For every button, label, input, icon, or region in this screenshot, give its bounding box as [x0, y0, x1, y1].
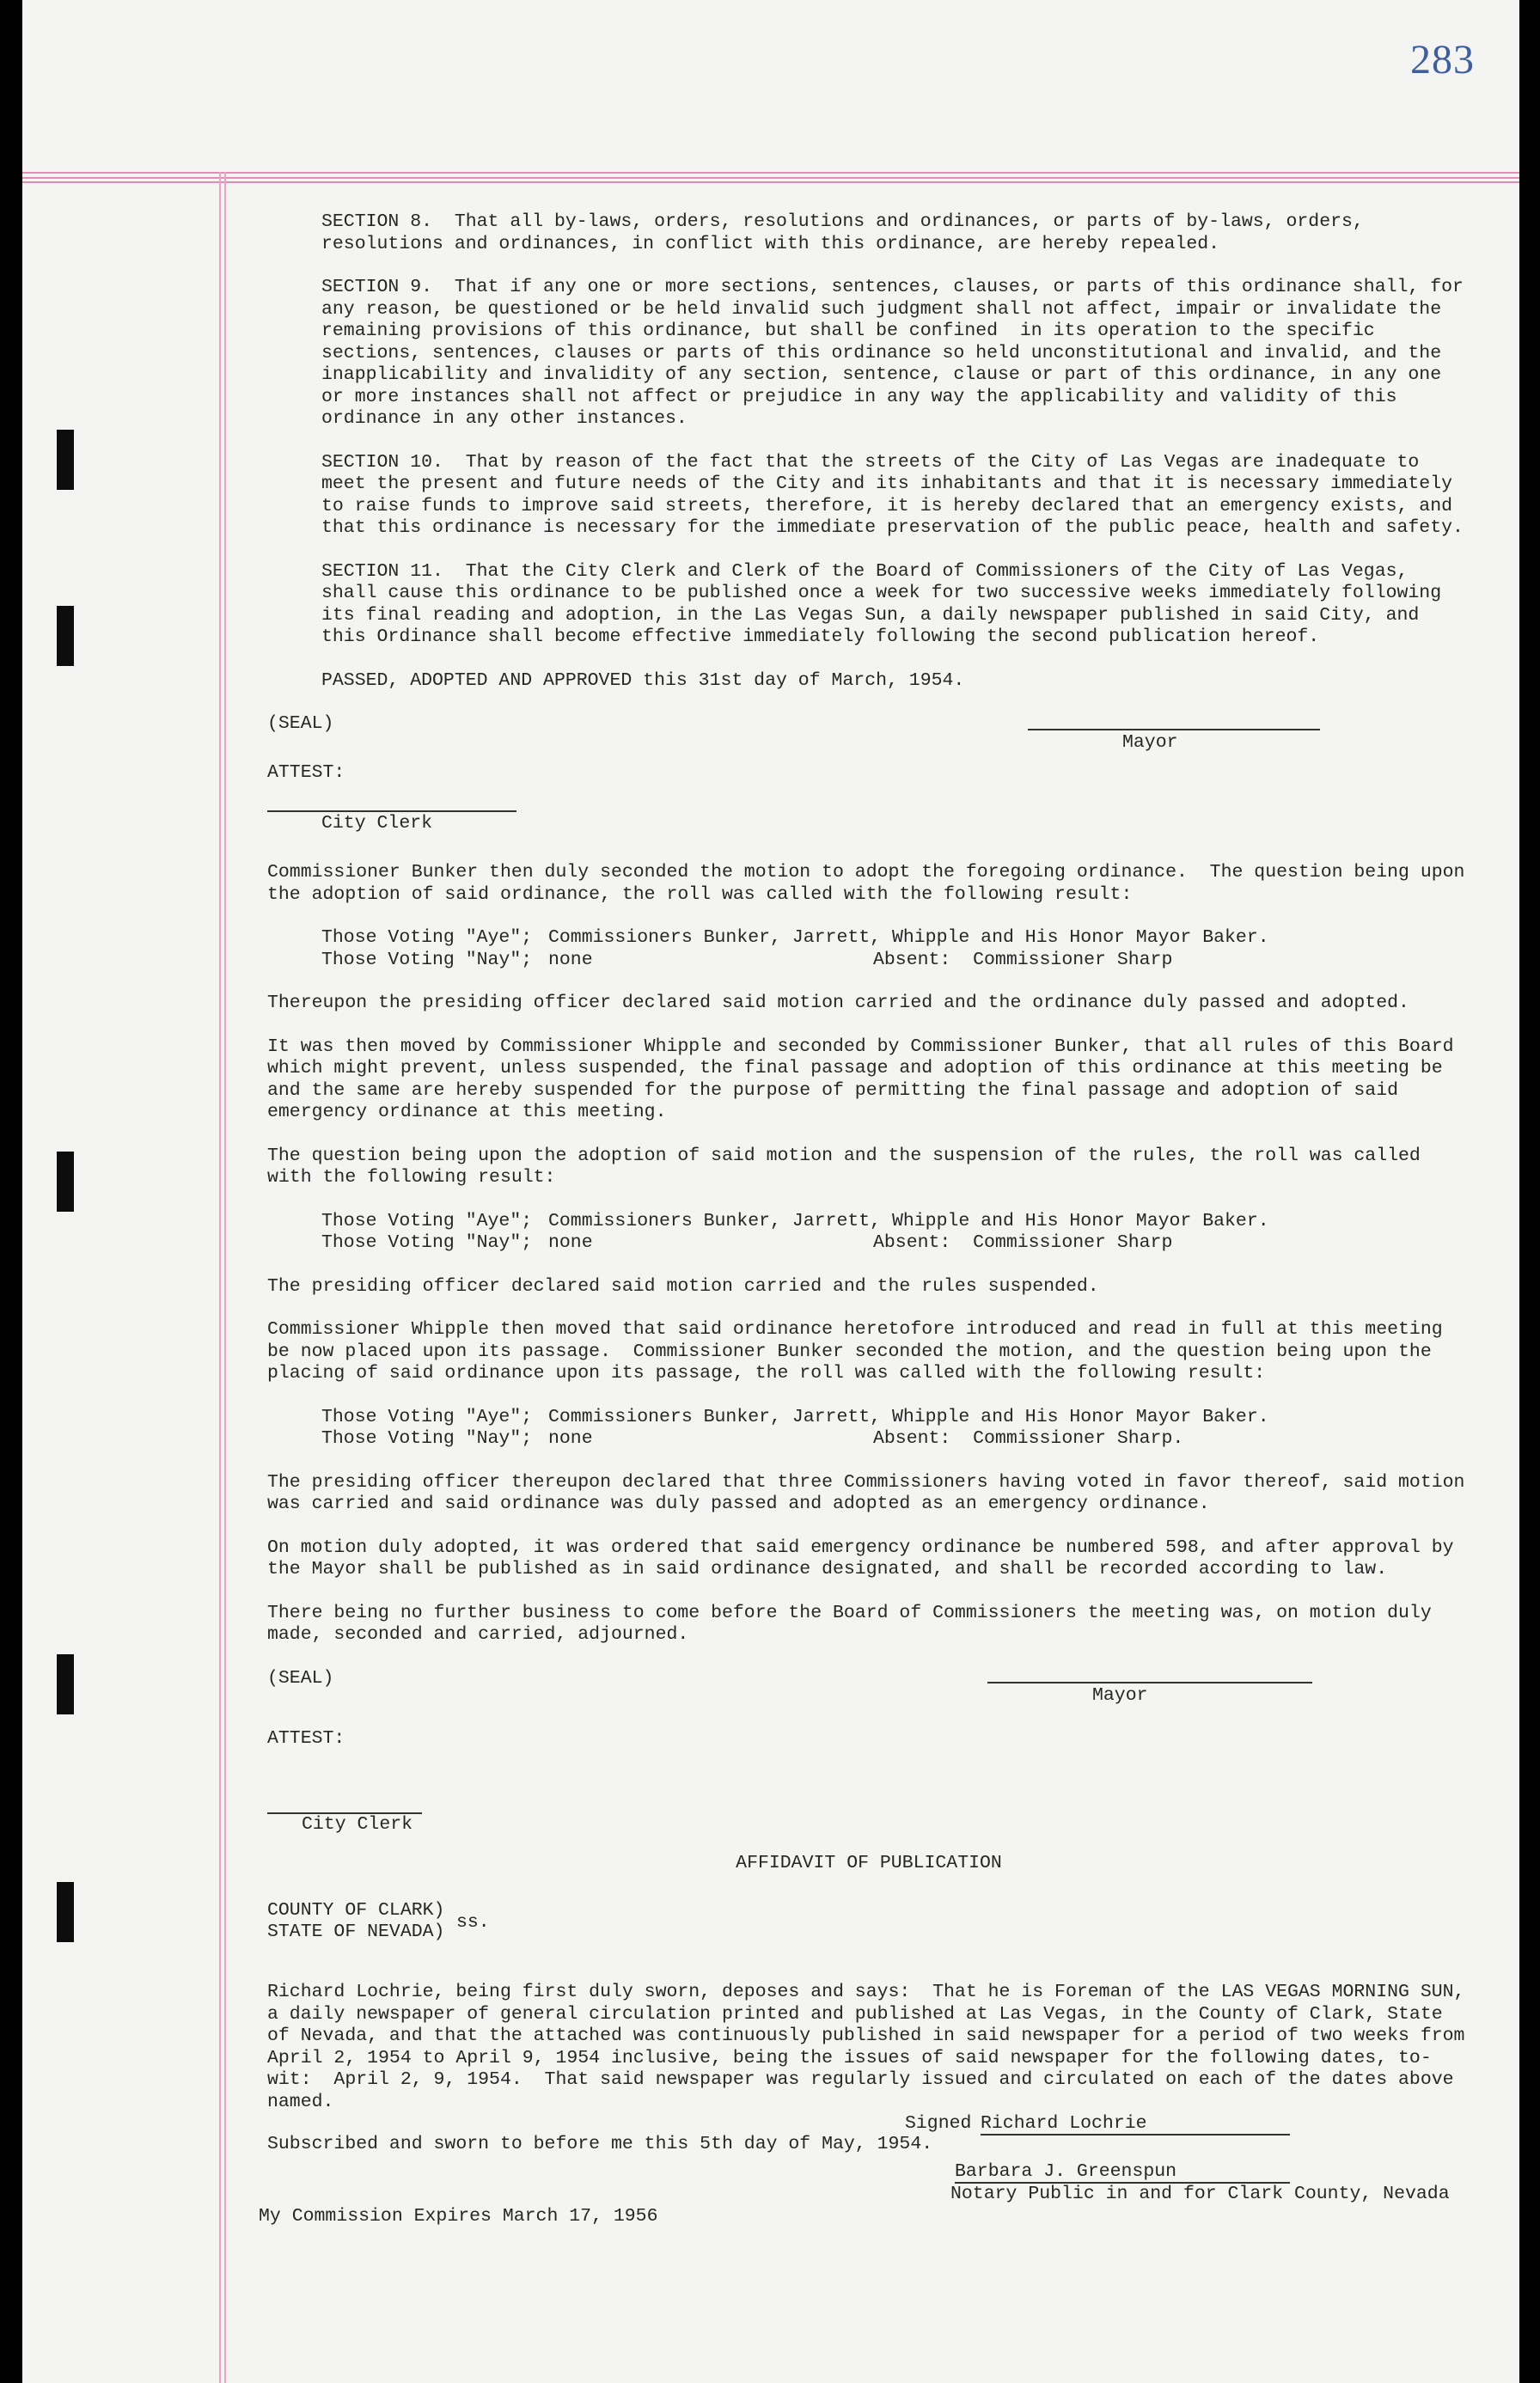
notary-name: Barbara J. Greenspun [955, 2161, 1177, 2182]
margin-rule [224, 172, 226, 2383]
mayor-signature-line [1028, 729, 1320, 730]
ss-mark: ss. [456, 1912, 490, 1933]
minutes-paragraph: Commissioner Bunker then duly seconded the motion to adopt the foregoing ordinance. The question being upon the adoption of said ordinance, the roll was called with the following result: [267, 862, 1476, 905]
binder-tab [57, 1152, 74, 1212]
signature-block [267, 1668, 1470, 1853]
header-rule [22, 181, 1519, 183]
mayor-signature-line [987, 1682, 1312, 1683]
minutes-paragraph: Thereupon the presiding officer declared said motion carried and the ordinance duly passed and adopted. [267, 993, 1409, 1013]
margin-rule [219, 172, 221, 2383]
affidavit-signatures [259, 2113, 1470, 2227]
passed-adopted-approved: PASSED, ADOPTED AND APPROVED this 31st day of March, 1954. [321, 669, 965, 691]
section-8: SECTION 8. That all by-laws, orders, resolutions and ordinances, or parts of by-laws, orders, resolutions and ordinances, in conflict with this ordinance, are hereby repealed. [321, 211, 1375, 254]
signature-block [267, 713, 1470, 842]
notary-title: Notary Public in and for Clark County, Nevada [950, 2184, 1450, 2204]
vote-aye: Those Voting "Aye"; Commissioners Bunker, Jarrett, Whipple and His Honor Mayor Baker. [321, 927, 1269, 948]
binder-tab [57, 1654, 74, 1714]
vote-aye: Those Voting "Aye"; Commissioners Bunker, Jarrett, Whipple and His Honor Mayor Baker. [321, 1406, 1269, 1427]
section-10: SECTION 10. That by reason of the fact that the streets of the City of Las Vegas are inadequate to meet the present and future needs of the City and its inhabitants and that it is necessary immediately to raise funds to improve said streets, therefore, it is hereby declared that an emergency exists, and that this ordinance is necessary for the immediate preservation of the public peace, health and safety. [321, 451, 1464, 538]
header-rule [22, 172, 1519, 174]
minutes-paragraph: The presiding officer declared said motion carried and the rules suspended. [267, 1275, 1099, 1297]
minutes-paragraph: There being no further business to come before the Board of Commissioners the meeting was, on motion duly made, seconded and carried, adjourned. [267, 1602, 1443, 1645]
signed-name: Richard Lochrie [981, 2113, 1147, 2134]
affidavit-body: Richard Lochrie, being first duly sworn, deposes and says: That he is Foreman of the LAS VEGAS MORNING SUN, a daily newspaper of general circulation printed and published at Las Vegas, in the County of Clark, State of Nevada, and that the attached was continuously published in said newspaper for a period of two weeks from April 2, 1954 to April 9, 1954 inclusive, being the issues of said newspaper for the following dates, to-wit: April 2, 9, 1954. That said newspaper was regularly issued and circulated on each of the dates above named. [267, 1982, 1476, 2112]
header-rule [22, 177, 1519, 179]
vote-nay: Those Voting "Nay"; none Absent: Commissioner Sharp. [321, 1428, 1184, 1449]
seal: (SEAL) [267, 713, 334, 734]
vote-aye: Those Voting "Aye"; Commissioners Bunker, Jarrett, Whipple and His Honor Mayor Baker. [321, 1210, 1269, 1231]
section-11: SECTION 11. That the City Clerk and Clerk of the Board of Commissioners of the City of Las Vegas, shall cause this ordinance to be published once a week for two successive weeks immediately following its final reading and adoption, in the Las Vegas Sun, a daily newspaper published in said City, and this Ordinance shall become effective immediately following the second publication hereof. [321, 560, 1453, 647]
binder-tab [57, 430, 74, 490]
minutes-paragraph: Commissioner Whipple then moved that said ordinance heretofore introduced and read in full at this meeting be now placed upon its passage. Commissioner Bunker seconded the motion, and the question being upon the placing of said ordinance upon its passage, the roll was called with the following result: [267, 1319, 1454, 1384]
commission-expiry: My Commission Expires March 17, 1956 [259, 2206, 658, 2227]
affiant-signature-line [981, 2134, 1290, 2136]
subscribed-line: Subscribed and sworn to before me this 5th day of May, 1954. [267, 2134, 933, 2154]
minutes-paragraph: It was then moved by Commissioner Whipple and seconded by Commissioner Bunker, that all rules of this Board which might prevent, unless suspended, the final passage and adoption of this ordinance at this meeting be and the same are hereby suspended for the purpose of permitting the final passage and adoption of said emergency ordinance at this meeting. [267, 1036, 1465, 1122]
attest-label: ATTEST: [267, 762, 345, 783]
attest-label: ATTEST: [267, 1727, 345, 1749]
mayor-label: Mayor [1092, 1684, 1148, 1706]
section-9: SECTION 9. That if any one or more sections, sentences, clauses, or parts of this ordinance shall, for any reason, be questioned or be held invalid such judgment shall not affect, impair or invalidate the remaining provisions of this ordinance, but shall be confined in its operation to the specific sections, sentences, clauses or parts of this ordinance so held unconstitutional and invalid, and the inapplicability and invalidity of any section, sentence, clause or part of this ordinance, in any one or more instances shall not affect or prejudice in any way the applicability and validity of this ordinance in any other instances. [321, 277, 1475, 429]
clerk-label: City Clerk [302, 1813, 413, 1835]
seal: (SEAL) [267, 1667, 334, 1689]
clerk-signature-line [267, 810, 516, 812]
binder-tab [57, 1882, 74, 1942]
vote-nay: Those Voting "Nay"; none Absent: Commissioner Sharp [321, 1232, 1173, 1253]
county-line: COUNTY OF CLARK) [267, 1900, 445, 1921]
binder-tab [57, 606, 74, 666]
venue-block [267, 1900, 1470, 1952]
page-number: 283 [1410, 37, 1475, 82]
minutes-paragraph: On motion duly adopted, it was ordered that said emergency ordinance be numbered 598, and after approval by the Mayor shall be published as in said ordinance designated, and shall be recorded according to law. [267, 1537, 1465, 1580]
ordinance-text [259, 211, 1476, 2227]
minutes-paragraph: The question being upon the adoption of said motion and the suspension of the rules, the roll was called with the following result: [267, 1145, 1432, 1188]
minutes-paragraph: The presiding officer thereupon declared that three Commissioners having voted in favor thereof, said motion was carried and said ordinance was duly passed and adopted as an emergency ordinance. [267, 1471, 1476, 1514]
signed-label: Signed [905, 2113, 972, 2134]
affidavit-title: AFFIDAVIT OF PUBLICATION [736, 1852, 1002, 1873]
vote-nay: Those Voting "Nay"; none Absent: Commissioner Sharp [321, 949, 1173, 970]
clerk-label: City Clerk [321, 813, 433, 834]
state-line: STATE OF NEVADA) [267, 1922, 445, 1942]
document-page [22, 0, 1519, 2383]
mayor-label: Mayor [1122, 732, 1178, 753]
